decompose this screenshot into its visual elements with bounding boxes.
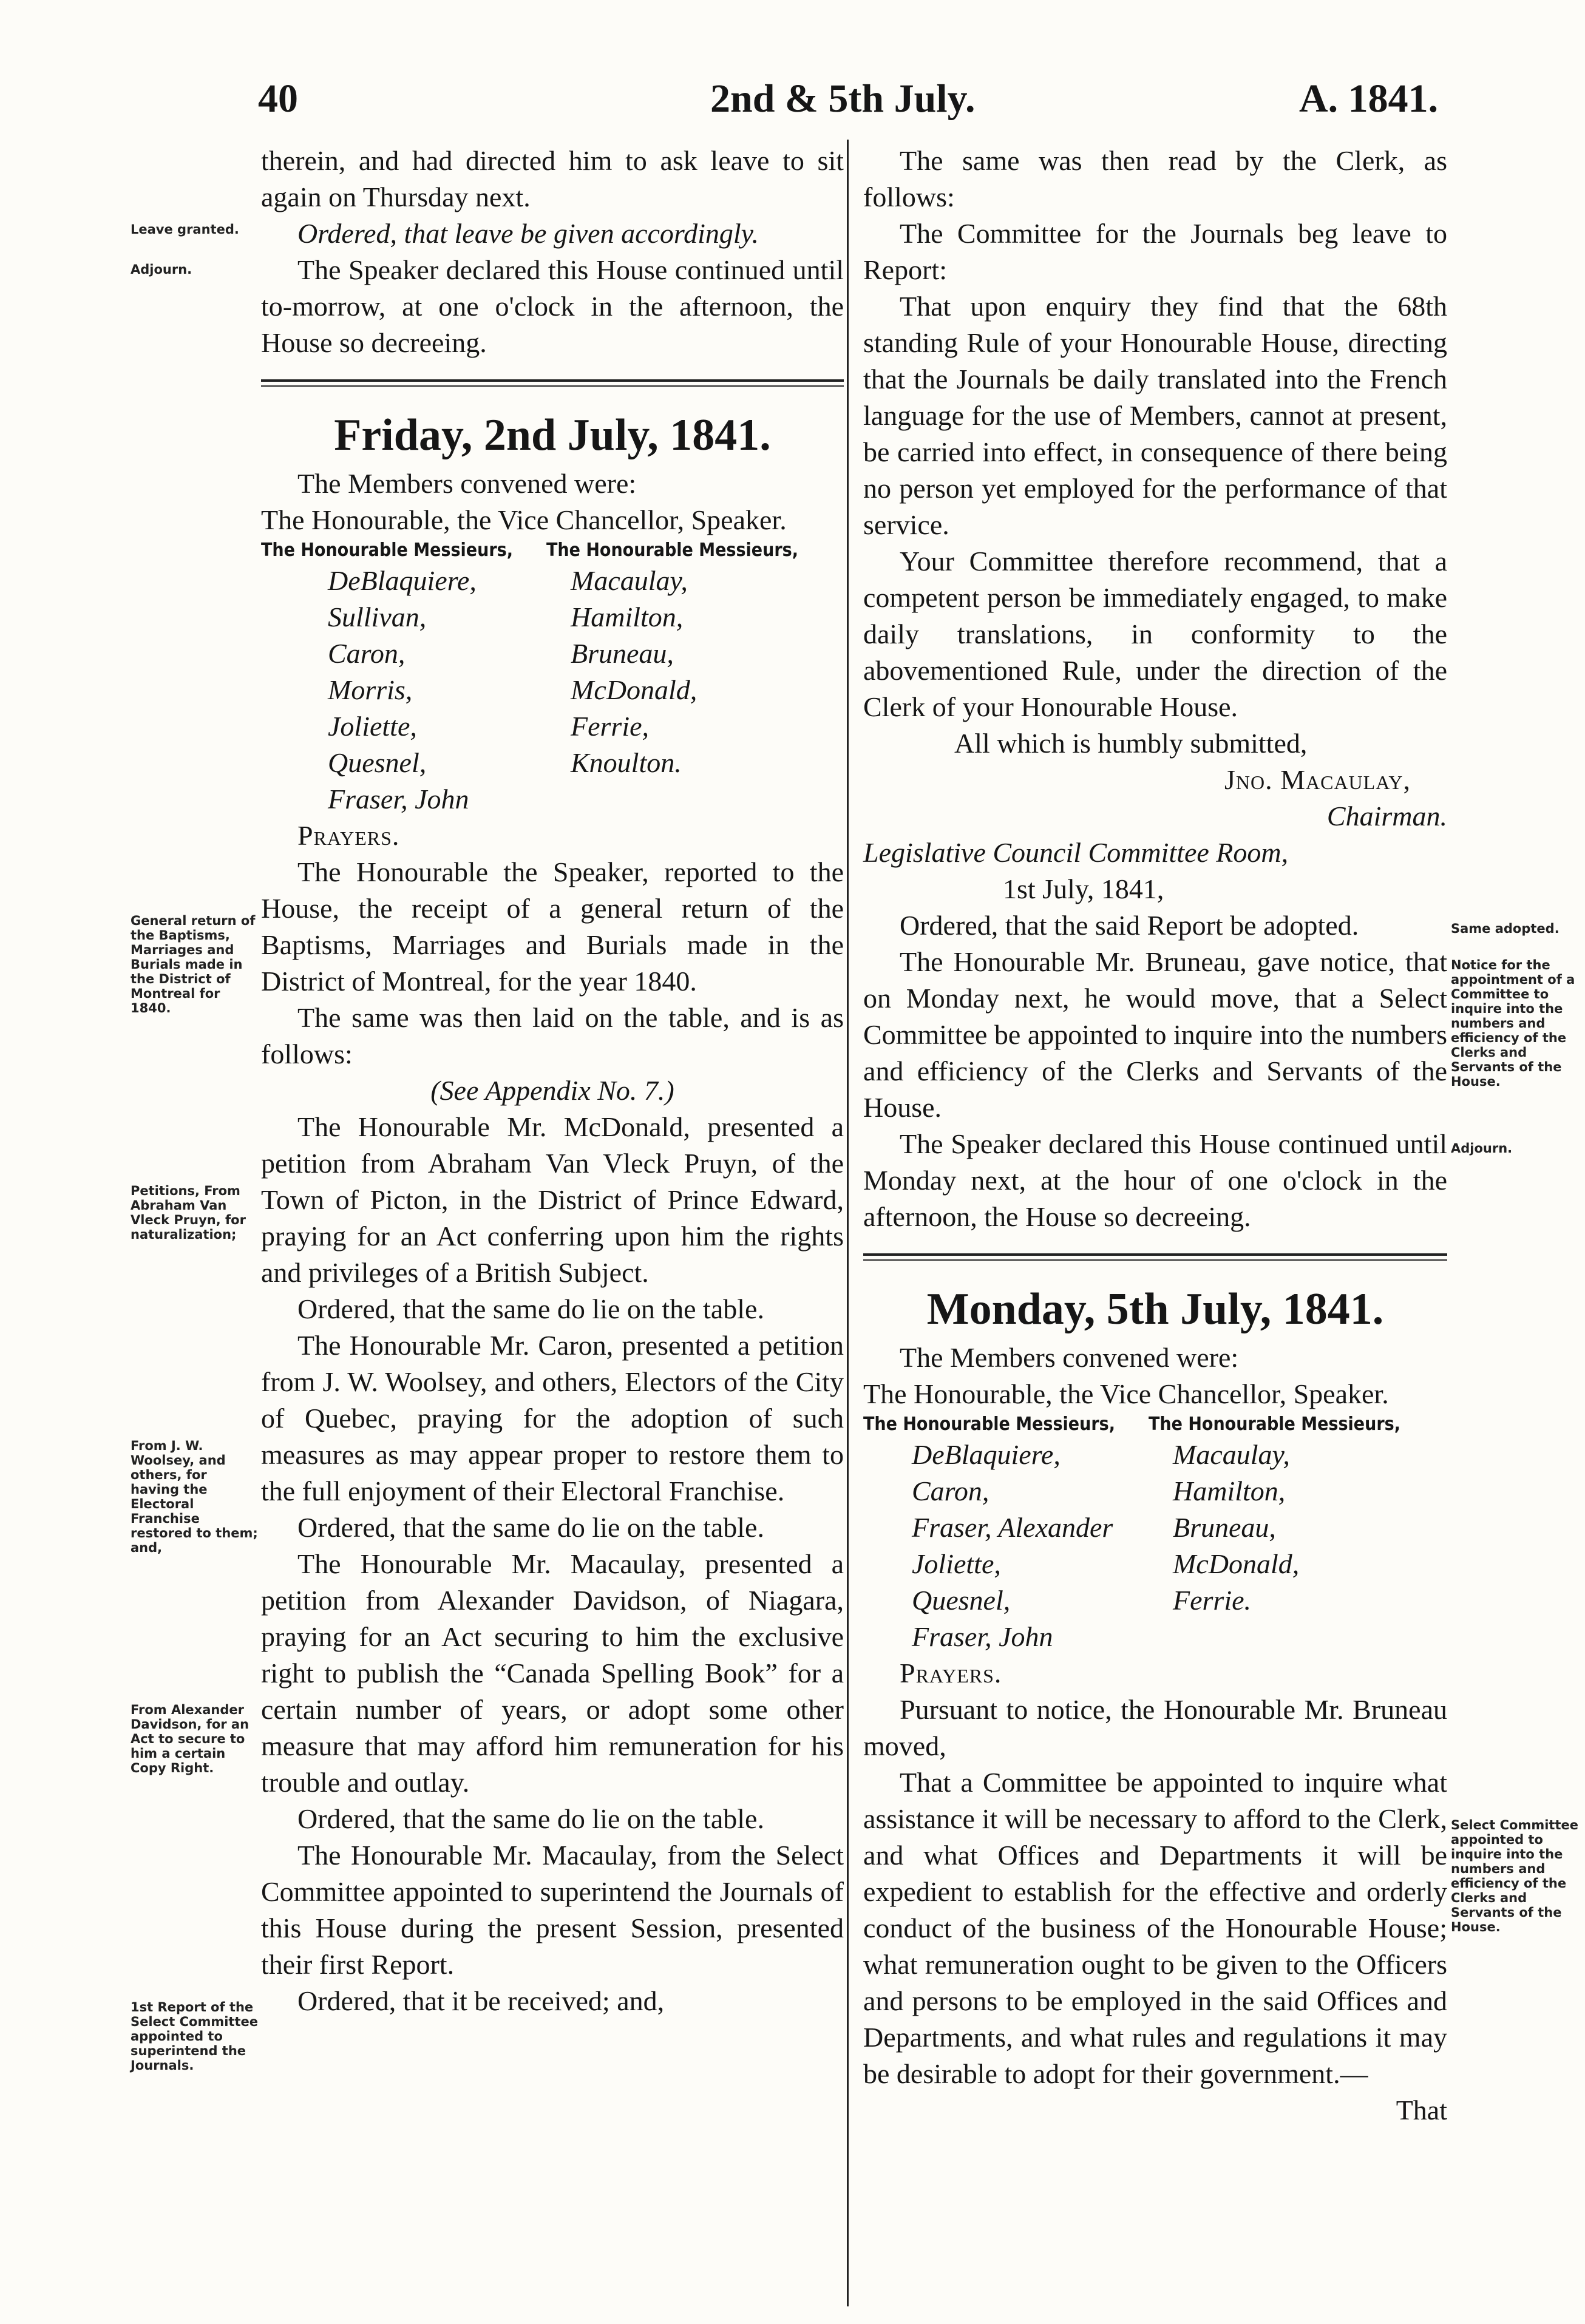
member: Fraser, John [912,1621,1053,1652]
paragraph-leave-ordered: Ordered, that leave be given accordingly. [297,218,759,249]
members-header-2: The Honourable Messieurs, [1149,1414,1400,1435]
friday-heading: Friday, 2nd July, 1841. [334,410,771,460]
prayers: Prayers. [900,1658,1002,1689]
paragraph-report-adopted: Ordered, that the said Report be adopted. [900,910,1359,941]
member: McDonald, [1173,1548,1300,1579]
members-col-2 [1149,1437,1299,1655]
monday-members [863,1437,1447,1655]
margin-note-select-committee: Select Committee appointed to inquire into the numbers and efficiency of the Clerks and Servants of the House. [1451,1818,1578,1934]
members-header-1: The Honourable Messieurs, [863,1414,1115,1435]
speaker-line: The Honourable, the Vice Chancellor, Speaker. [863,1378,1389,1409]
margin-note-general-return: General return of the Baptisms, Marriages and Burials made in the District of Montreal for 1840. [131,913,256,1015]
member: Fraser, John [328,784,469,815]
member: DeBlaquiere, [912,1439,1061,1470]
member: DeBlaquiere, [328,565,477,596]
member: Joliette, [912,1548,1001,1579]
committee-room-date: 1st July, 1841, [1003,873,1164,904]
page-number: 40 [258,76,298,121]
member: Quesnel, [328,747,427,778]
margin-note-first-report: 1st Report of the Select Committee appointed to superintend the Journals. [131,2000,258,2073]
paragraph-committee-beg: The Committee for the Journals beg leave to Report: [863,218,1447,285]
members-col-2 [546,563,697,818]
member: Sullivan, [328,601,427,632]
member: Macaulay, [1173,1439,1290,1470]
section-divider [261,379,844,387]
paragraph-ordered-lie-2: Ordered, that the same do lie on the table. [297,1512,764,1543]
committee-room: Legislative Council Committee Room, [863,837,1289,868]
speaker-line: The Honourable, the Vice Chancellor, Speaker. [261,504,787,535]
left-column [261,143,844,2019]
paragraph-read-by-clerk: The same was then read by the Clerk, as follows: [863,145,1447,212]
member: McDonald, [571,674,697,705]
members-header-1: The Honourable Messieurs, [261,540,513,561]
member: Joliette, [328,711,417,742]
section-divider [863,1253,1447,1261]
member: Hamilton, [571,601,684,632]
member: Ferrie. [1173,1585,1252,1616]
paragraph-recommend: Your Committee therefore recommend, that a competent person be immediately engaged, to make daily translations, in conformity to the abovementioned Rule, under the direction of the Clerk of your Honourable House. [863,546,1447,722]
paragraph-committee-report: The Honourable Mr. Macaulay, from the Select Committee appointed to superintend the Journals of this House during the present Session, presented their first Report. [261,1840,844,1980]
see-appendix: (See Appendix No. 7.) [430,1075,674,1106]
member: Caron, [912,1475,989,1506]
paragraph-adjourn-monday: The Speaker declared this House continued until Monday next, at the hour of one o'clock in the afternoon, the House so decreeing. [863,1128,1447,1232]
catchword: That [1396,2095,1447,2126]
header-dates: 2nd & 5th July. [710,76,976,121]
paragraph-ordered-lie-1: Ordered, that the same do lie on the table. [297,1293,764,1324]
paragraph-submitted: All which is humbly submitted, [954,728,1308,759]
margin-note-same-adopted: Same adopted. [1451,921,1560,936]
members-col-1 [863,1437,1149,1655]
paragraph-caron-petition: The Honourable Mr. Caron, presented a petition from J. W. Woolsey, and others, Electors of the City of Quebec, praying for the adoption of such measures as may appear proper to restore them to the full enjoyment of their Electoral Franchise. [261,1330,844,1506]
paragraph-motion: That a Committee be appointed to inquire what assistance it will be necessary to afford to the Clerk, and what Offices and Departments it will be expedient to establish for the effective and orderly conduct of the business of the Honourable House; what remuneration ought to be given to the Officers and persons to be employed in the said Offices and Departments, and what rules and regulations it may be desirable to adopt for their government.— [863,1767,1447,2089]
members-convened: The Members convened were: [900,1342,1239,1373]
margin-note-davidson: From Alexander Davidson, for an Act to secure to him a certain Copy Right. [131,1702,249,1775]
paragraph-adjourn: The Speaker declared this House continued until to-morrow, at one o'clock in the afternoon, the House so decreeing. [261,254,844,358]
margin-note-petitions: Petitions, From Abraham Van Vleck Pruyn, for naturalization; [131,1184,246,1242]
member: Macaulay, [571,565,688,596]
paragraph-bruneau-notice: The Honourable Mr. Bruneau, gave notice, that on Monday next, he would move, that a Select Committee be appointed to inquire into the numbers and efficiency of the Clerks and Servants of the House. [863,946,1447,1123]
member: Bruneau, [1173,1512,1276,1543]
signature-title: Chairman. [1326,801,1447,832]
margin-note-woolsey: From J. W. Woolsey, and others, for having the Electoral Franchise restored to them; and, [131,1438,258,1555]
margin-note-adjourn: Adjourn. [131,262,192,277]
paragraph-macaulay-petition: The Honourable Mr. Macaulay, presented a petition from Alexander Davidson, of Niagara, praying for an Act securing to him the exclusive right to publish the “Canada Spelling Book” for a certain number of years, or adopt some other measure that may afford him remuneration for his trouble and outlay. [261,1548,844,1798]
column-divider [847,140,849,2306]
right-column [863,143,1447,2129]
member: Quesnel, [912,1585,1011,1616]
margin-note-adjourn: Adjourn. [1451,1141,1513,1156]
member: Hamilton, [1173,1475,1286,1506]
members-convened: The Members convened were: [297,468,637,499]
member: Bruneau, [571,638,674,669]
members-header [863,1412,1447,1437]
margin-note-notice: Notice for the appointment of a Committee to inquire into the numbers and efficiency of the Clerks and Servants of the House. [1451,958,1575,1089]
paragraph-pursuant: Pursuant to notice, the Honourable Mr. Bruneau moved, [863,1694,1447,1761]
member: Caron, [328,638,406,669]
member: Morris, [328,674,413,705]
paragraph-mcdonald-petition: The Honourable Mr. McDonald, presented a petition from Abraham Van Vleck Pruyn, of the Town of Picton, in the District of Prince Edward, praying for an Act conferring upon him the rights and privileges of a British Subject. [261,1111,844,1288]
header-year: A. 1841. [1299,76,1439,121]
members-header [261,538,844,563]
signature-name: Jno. Macaulay, [1224,764,1411,795]
paragraph-received: Ordered, that it be received; and, [297,1985,665,2016]
margin-note-leave-granted: Leave granted. [131,222,239,237]
friday-members [261,563,844,818]
members-header-2: The Honourable Messieurs, [546,540,798,561]
paragraph-speaker-reported: The Honourable the Speaker, reported to the House, the receipt of a general return of the Baptisms, Marriages and Burials made in the District of Montreal, for the year 1840. [261,856,844,997]
paragraph-continuation: therein, and had directed him to ask leave to sit again on Thursday next. [261,145,844,212]
member: Knoulton. [571,747,682,778]
member: Ferrie, [571,711,650,742]
monday-heading: Monday, 5th July, 1841. [926,1284,1384,1334]
paragraph-enquiry: That upon enquiry they find that the 68th standing Rule of your Honourable House, directing that the Journals be daily translated into the French language for the use of Members, cannot at present, be carried into effect, in consequence of there being no person yet employed for the performance of that service. [863,291,1447,540]
paragraph-laid-on-table: The same was then laid on the table, and is as follows: [261,1002,844,1069]
member: Fraser, Alexander [912,1512,1113,1543]
paragraph-ordered-lie-3: Ordered, that the same do lie on the table. [297,1803,764,1834]
members-col-1 [261,563,546,818]
prayers: Prayers. [297,820,400,851]
